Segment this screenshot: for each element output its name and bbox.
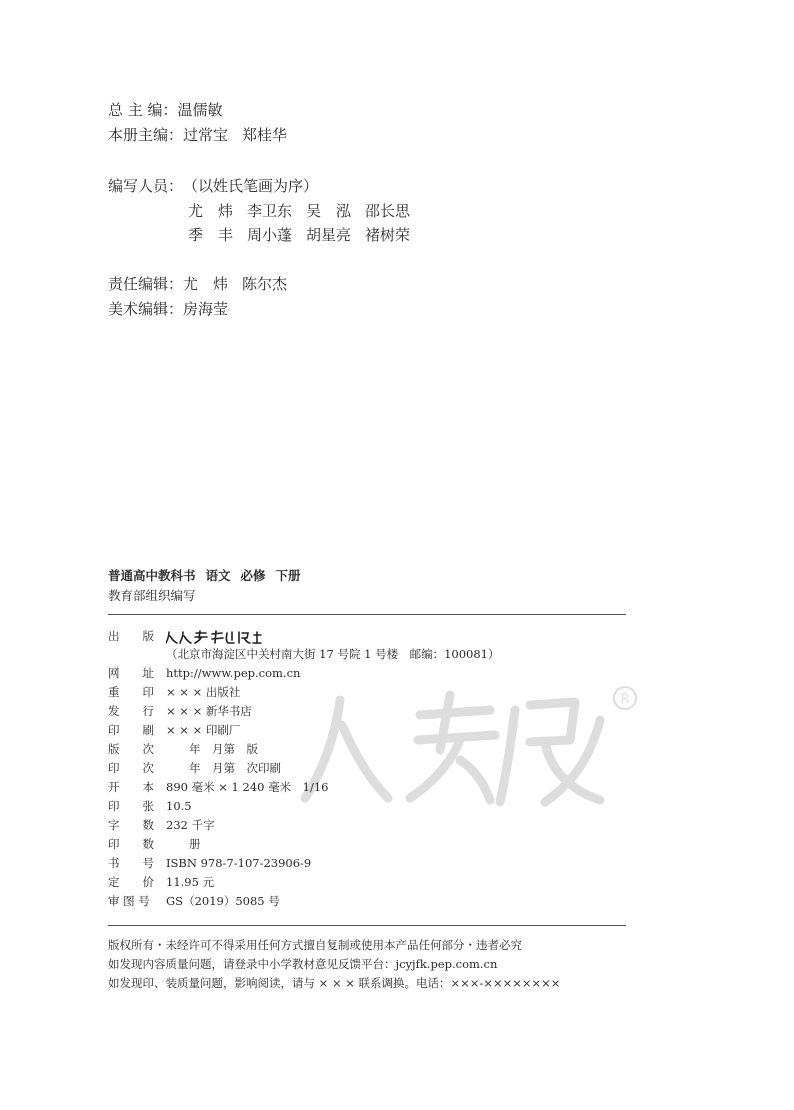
imprint-row-format [108, 778, 329, 796]
publisher-logo-art [166, 630, 262, 644]
svg-text:R: R [620, 692, 630, 707]
pep-watermark [300, 680, 640, 810]
book-info [108, 566, 311, 606]
chief-editor-label: 总 主 编： [108, 101, 178, 119]
quality-feedback-notice: 如发现内容质量问题，请登录中小学教材意见反馈平台：jcyjfk.pep.com.cn [108, 957, 498, 971]
imprint-key: 版 次 [108, 742, 154, 756]
chief-editor-names [178, 101, 237, 119]
chief-editor-row [108, 98, 237, 122]
imprint-key: 字 数 [108, 818, 154, 832]
imprint-value: 232 千字 [166, 818, 215, 832]
imprint-address: （北京市海淀区中关村南大街 17 号院 1 号楼 邮编：100081） [166, 647, 500, 661]
responsible-editor-row [108, 272, 301, 296]
imprint-row-website [108, 664, 301, 682]
imprint-row-printer [108, 721, 241, 739]
imprint-value: 册 [166, 837, 201, 851]
imprint-value: × × × 出版社 [166, 685, 241, 699]
imprint-value: 890 毫米 × 1 240 毫米 1/16 [166, 780, 329, 794]
imprint-key: 开 本 [108, 780, 154, 794]
imprint-key: 出 版 [108, 629, 154, 643]
responsible-editor-name: 尤 炜 [183, 275, 229, 293]
imprint-row-address [108, 645, 500, 663]
imprint-key: 印 张 [108, 799, 154, 813]
imprint-row-sheets [108, 797, 192, 815]
imprint-key: 印 次 [108, 761, 154, 775]
book-subject: 语文 [205, 568, 231, 583]
volume-editor-label: 本册主编： [108, 126, 184, 144]
volume-editor-name: 过常宝 [183, 126, 229, 144]
footer-notices [108, 936, 560, 993]
imprint-row-wordcount [108, 816, 215, 834]
divider-bottom [108, 925, 626, 926]
book-volume: 下册 [275, 568, 301, 583]
writers-line-1 [188, 199, 424, 223]
imprint-key: 印 数 [108, 837, 154, 851]
art-editor-label: 美术编辑： [108, 300, 184, 318]
book-title [108, 566, 311, 586]
book-type: 必修 [240, 568, 266, 583]
imprint-row-map-approval [108, 892, 280, 910]
imprint-row-printrun [108, 835, 201, 853]
writer-name: 尤 炜 [188, 202, 234, 220]
imprint-row-edition [108, 740, 258, 758]
imprint-value: 年 月第 次印刷 [166, 761, 281, 775]
writers-note: （以姓氏笔画为序） [183, 177, 319, 195]
writer-name: 吴 泓 [306, 202, 352, 220]
imprint-value: 年 月第 版 [166, 742, 258, 756]
chief-editor-name: 温儒敏 [177, 101, 223, 119]
imprint-row-price [108, 873, 215, 891]
imprint-key: 定 价 [108, 875, 154, 889]
imprint-key: 发 行 [108, 704, 154, 718]
writer-name: 胡星亮 [306, 226, 352, 244]
imprint-key: 重 印 [108, 685, 154, 699]
art-editor-row [108, 297, 242, 321]
imprint-key: 网 址 [108, 666, 154, 680]
volume-editor-row [108, 123, 301, 147]
imprint-isbn: ISBN 978-7-107-23906-9 [166, 856, 312, 870]
compiled-by: 教育部组织编写 [108, 588, 196, 603]
imprint-value: × × × 新华书店 [166, 704, 252, 718]
imprint-row-distribution [108, 702, 252, 720]
pep-watermark-art [300, 680, 640, 810]
imprint-row-reprint [108, 683, 241, 701]
imprint-price: 11.95 元 [166, 875, 215, 889]
responsible-editor-names [183, 275, 301, 293]
art-editor-name: 房海莹 [183, 300, 229, 318]
imprint-row-isbn [108, 854, 312, 872]
imprint-key: 审 图 号 [108, 894, 150, 908]
imprint-value: GS（2019）5085 号 [166, 894, 280, 908]
volume-editor-names [183, 126, 301, 144]
imprint-row-publisher [108, 627, 158, 645]
publisher-logo [166, 627, 262, 645]
imprint-value: 10.5 [166, 799, 192, 813]
book-series: 普通高中教科书 [108, 568, 196, 583]
divider-top [108, 614, 626, 615]
writers-label: 编写人员： [108, 177, 184, 195]
copyright-notice: 版权所有・未经许可不得采用任何方式擅自复制或使用本产品任何部分・违者必究 [108, 938, 522, 952]
imprint-website: http://www.pep.com.cn [166, 666, 301, 680]
imprint-key: 书 号 [108, 856, 154, 870]
print-issue-notice: 如发现印、装质量问题，影响阅读，请与 × × × 联系调换。电话：×××-×××××××× [108, 976, 561, 990]
writers-line-2 [188, 223, 424, 247]
volume-editor-name: 郑桂华 [242, 126, 288, 144]
imprint-key: 印 刷 [108, 723, 154, 737]
writer-name: 褚树荣 [365, 226, 411, 244]
writer-name: 邵长思 [365, 202, 411, 220]
imprint-value: × × × 印刷厂 [166, 723, 241, 737]
writer-name: 周小蓬 [247, 226, 293, 244]
writers-row [108, 174, 318, 198]
art-editor-names [183, 300, 242, 318]
imprint-row-impression [108, 759, 281, 777]
writer-name: 李卫东 [247, 202, 293, 220]
responsible-editor-label: 责任编辑： [108, 275, 184, 293]
writer-name: 季 丰 [188, 226, 234, 244]
responsible-editor-name: 陈尔杰 [242, 275, 288, 293]
